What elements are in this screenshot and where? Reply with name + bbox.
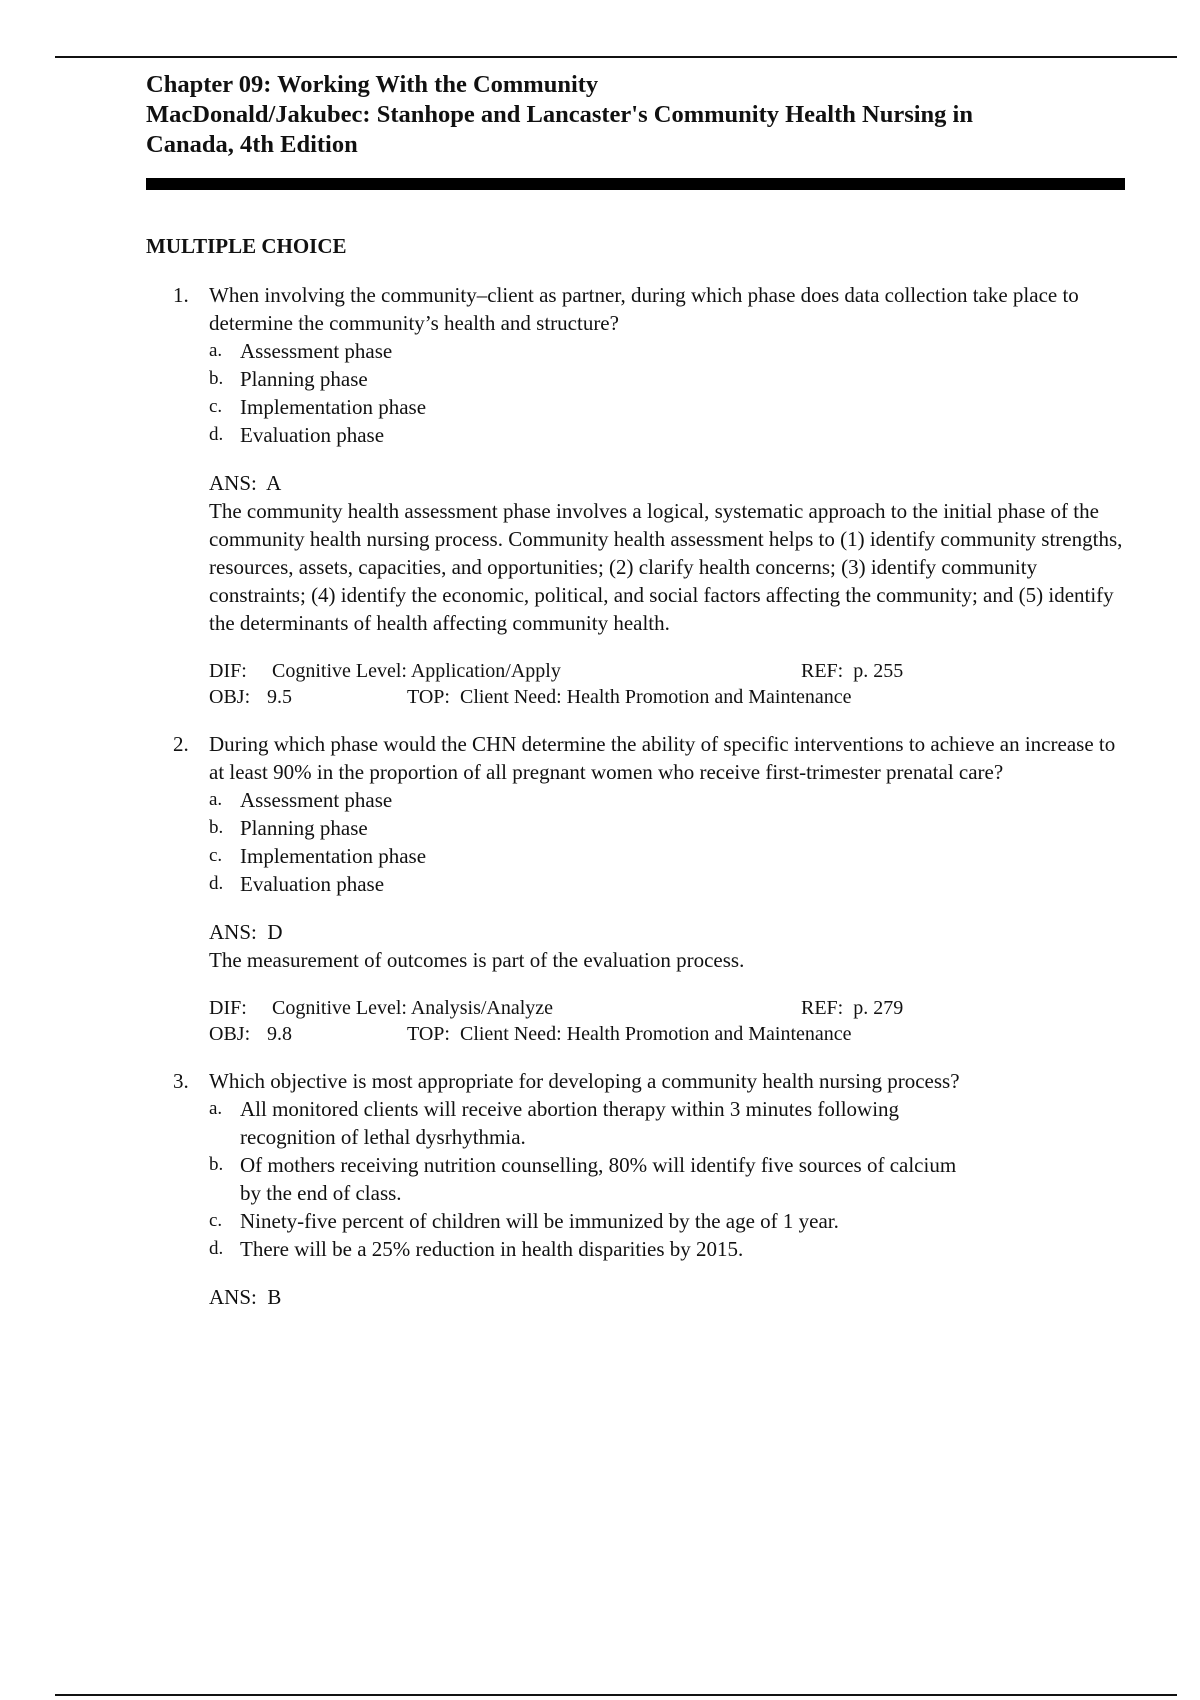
- option-letter: d.: [209, 1238, 224, 1259]
- answer-key: ANS: B: [209, 1285, 282, 1309]
- topic-value: TOP: Client Need: Health Promotion and Maintenance: [407, 686, 852, 708]
- option-text: Evaluation phase: [240, 872, 385, 896]
- option-letter: b.: [209, 817, 224, 838]
- question-stem: When involving the community–client as partner, during which phase does data collection take place to determine the community’s health and structure?: [209, 283, 1079, 335]
- top-rule: [55, 56, 1177, 58]
- option-letter: a.: [209, 1098, 223, 1119]
- objective-value: 9.8: [267, 1023, 292, 1045]
- page-reference: REF: p. 255: [801, 660, 904, 682]
- option-text: Assessment phase: [240, 788, 393, 812]
- option-text: Planning phase: [240, 816, 368, 840]
- option-letter: c.: [209, 396, 223, 417]
- option-text: All monitored clients will receive abortion therapy within 3 minutes following recognition of lethal dysrhythmia.: [240, 1097, 900, 1149]
- answer-options: [209, 337, 1126, 449]
- option-text: Implementation phase: [240, 844, 427, 868]
- question-number: 2.: [173, 732, 189, 756]
- objective-value: 9.5: [267, 686, 292, 708]
- option-c: [209, 393, 1000, 421]
- option-a: [209, 337, 1000, 365]
- page-reference: REF: p. 279: [801, 997, 904, 1019]
- option-letter: b.: [209, 368, 224, 389]
- question-3: [173, 1067, 1126, 1311]
- option-b: [209, 814, 1000, 842]
- answer-key: ANS: D: [209, 920, 283, 944]
- answer-options: [209, 786, 1126, 898]
- option-letter: a.: [209, 789, 223, 810]
- option-text: Planning phase: [240, 367, 368, 391]
- chapter-title: [146, 70, 1126, 160]
- obj-label: OBJ:: [209, 1023, 251, 1045]
- difficulty-value: Cognitive Level: Analysis/Analyze: [272, 997, 554, 1019]
- option-b: [209, 365, 1000, 393]
- title-line-2: MacDonald/Jakubec: Stanhope and Lancaster's Community Health Nursing in: [146, 101, 973, 128]
- option-a: [209, 786, 1000, 814]
- question-metadata: [209, 658, 1126, 710]
- dif-label: DIF:: [209, 997, 247, 1019]
- option-text: Implementation phase: [240, 395, 427, 419]
- option-letter: d.: [209, 424, 224, 445]
- option-letter: c.: [209, 1210, 223, 1231]
- bottom-rule: [55, 1694, 1177, 1696]
- question-number: 1.: [173, 283, 189, 307]
- option-text: Evaluation phase: [240, 423, 385, 447]
- dif-label: DIF:: [209, 660, 247, 682]
- document-page: [146, 70, 1126, 1311]
- option-d: [209, 421, 1000, 449]
- option-c: [209, 842, 1000, 870]
- option-text: Of mothers receiving nutrition counselling, 80% will identify five sources of calcium by the end of class.: [240, 1153, 957, 1205]
- option-letter: c.: [209, 845, 223, 866]
- option-d: [209, 1235, 1000, 1263]
- option-text: Assessment phase: [240, 339, 393, 363]
- title-line-3: Canada, 4th Edition: [146, 131, 358, 158]
- topic-value: TOP: Client Need: Health Promotion and Maintenance: [407, 1023, 852, 1045]
- question-stem: During which phase would the CHN determine the ability of specific interventions to achieve an increase to at least 90% in the proportion of all pregnant women who receive first-trimester prenatal care?: [209, 732, 1116, 784]
- answer-key: ANS: A: [209, 471, 282, 495]
- option-b: [209, 1151, 980, 1207]
- question-2: [173, 730, 1126, 1047]
- rationale-text: The community health assessment phase involves a logical, systematic approach to the initial phase of the community health nursing process. Community health assessment helps to (1) identify community strengths, resources, assets, capacities, and opportunities; (2) clarify health concerns; (3) identify community constraints; (4) identify the economic, political, and social factors affecting the community; and (5) identify the determinants of health affecting community health.: [209, 499, 1123, 635]
- option-text: Ninety-five percent of children will be immunized by the age of 1 year.: [240, 1209, 839, 1233]
- answer-options: [209, 1095, 1126, 1263]
- obj-label: OBJ:: [209, 686, 251, 708]
- rationale-text: The measurement of outcomes is part of the evaluation process.: [209, 948, 745, 972]
- question-number: 3.: [173, 1069, 189, 1093]
- difficulty-value: Cognitive Level: Application/Apply: [272, 660, 561, 682]
- option-letter: d.: [209, 873, 224, 894]
- question-1: [173, 281, 1126, 710]
- question-stem: Which objective is most appropriate for developing a community health nursing process?: [209, 1069, 960, 1093]
- section-heading: MULTIPLE CHOICE: [146, 234, 347, 258]
- option-letter: a.: [209, 340, 223, 361]
- question-metadata: [209, 995, 1126, 1047]
- option-letter: b.: [209, 1154, 224, 1175]
- title-line-1: Chapter 09: Working With the Community: [146, 71, 599, 98]
- option-c: [209, 1207, 1000, 1235]
- title-underline-bar: [146, 178, 1125, 190]
- option-a: [209, 1095, 980, 1151]
- option-text: There will be a 25% reduction in health disparities by 2015.: [240, 1237, 744, 1261]
- option-d: [209, 870, 1000, 898]
